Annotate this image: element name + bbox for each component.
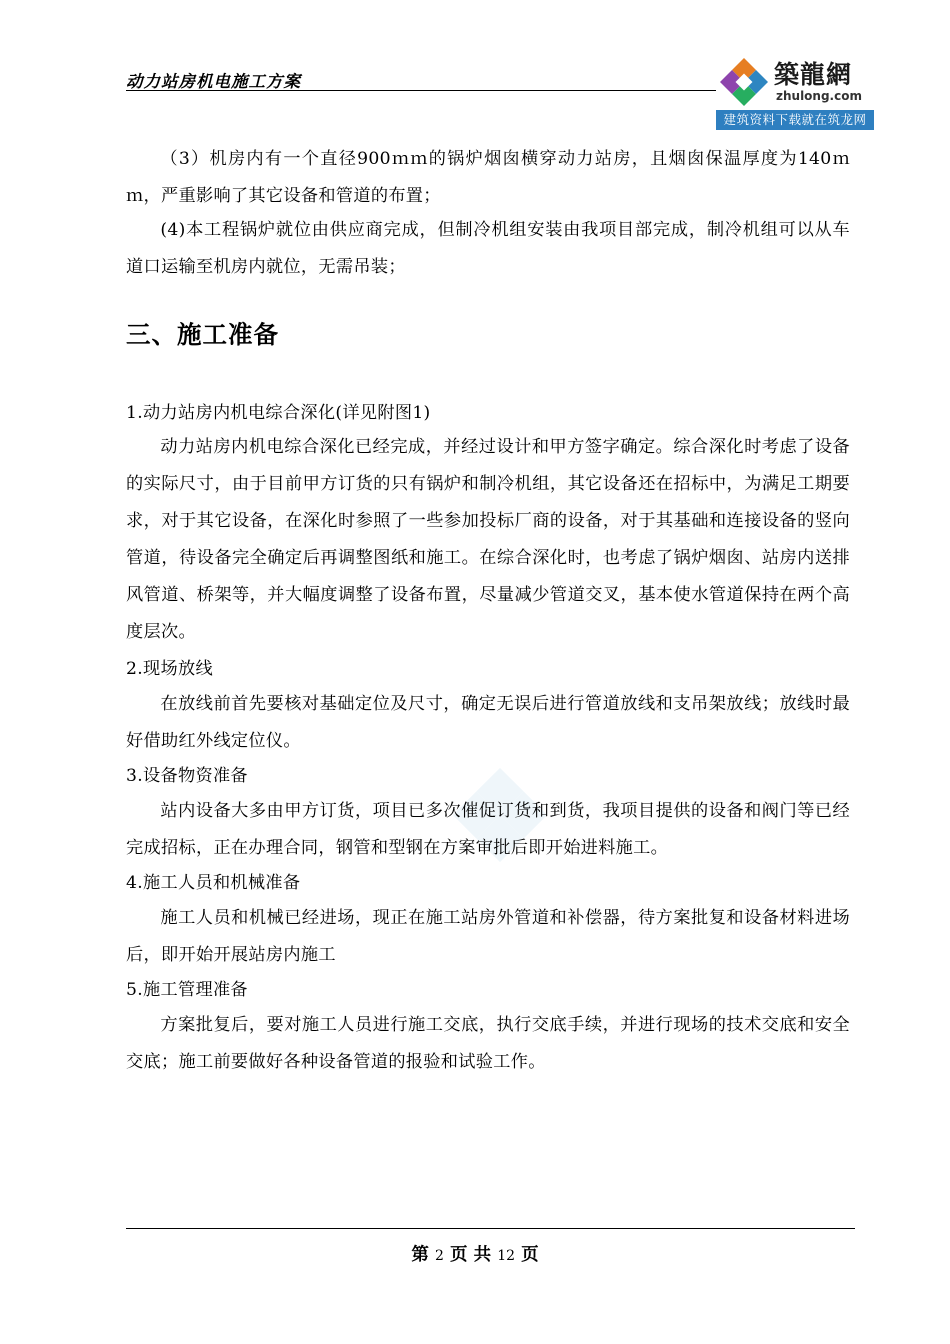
- item-5-body: 方案批复后，要对施工人员进行施工交底，执行交底手续，并进行现场的技术交底和安全交底；施工前要做好各种设备管道的报验和试验工作。: [126, 1015, 850, 1072]
- section-heading: 三、施工准备: [126, 320, 279, 349]
- item-2-title: 2.现场放线: [126, 659, 213, 679]
- logo-chinese-text: 築龍網: [774, 60, 853, 89]
- page-number: [0, 1241, 950, 1266]
- footer-divider: [126, 1228, 855, 1229]
- page-prefix: 第: [411, 1245, 429, 1265]
- page-total: 12: [497, 1248, 516, 1264]
- item-3-title: 3.设备物资准备: [126, 766, 248, 786]
- header-divider: [126, 90, 716, 91]
- document-header-title: 动力站房机电施工方案: [126, 72, 301, 91]
- logo-domain-text: zhulong.com: [776, 89, 862, 103]
- item-1-title: 1.动力站房内机电综合深化(详见附图1): [126, 403, 431, 423]
- paragraph-3: （3）机房内有一个直径900ｍｍ的锅炉烟囱横穿动力站房，且烟囱保温厚度为140ｍｍ，严重影响了其它设备和管道的布置；: [126, 149, 850, 206]
- item-4-title: 4.施工人员和机械准备: [126, 873, 301, 893]
- page-mid: 页 共: [450, 1245, 492, 1265]
- item-2-body: 在放线前首先要核对基础定位及尺寸，确定无误后进行管道放线和支吊架放线；放线时最好借助红外线定位仪。: [126, 694, 850, 751]
- zhulong-logo[interactable]: [716, 52, 874, 130]
- item-4-body: 施工人员和机械已经进场，现正在施工站房外管道和补偿器，待方案批复和设备材料进场后，即开始开展站房内施工: [126, 908, 850, 965]
- item-3-body: 站内设备大多由甲方订货，项目已多次催促订货和到货，我项目提供的设备和阀门等已经完成招标，正在办理合同，钢管和型钢在方案审批后即开始进料施工。: [126, 801, 850, 858]
- logo-mark-icon: [716, 54, 772, 110]
- item-1-body: 动力站房内机电综合深化已经完成，并经过设计和甲方签字确定。综合深化时考虑了设备的实际尺寸，由于目前甲方订货的只有锅炉和制冷机组，其它设备还在招标中，为满足工期要求，对于其它设备，在深化时参照了一些参加投标厂商的设备，对于其基础和连接设备的竖向管道，待设备完全确定后再调整图纸和施工。在综合深化时，也考虑了锅炉烟囱、站房内送排风管道、桥架等，并大幅度调整了设备布置，尽量减少管道交叉，基本使水管道保持在两个高度层次。: [126, 437, 850, 642]
- page-current: 2: [434, 1248, 444, 1264]
- page-suffix: 页: [521, 1245, 539, 1265]
- paragraph-4: (4)本工程锅炉就位由供应商完成，但制冷机组安装由我项目部完成，制冷机组可以从车道口运输至机房内就位，无需吊装；: [126, 220, 850, 277]
- item-5-title: 5.施工管理准备: [126, 980, 248, 1000]
- logo-banner: 建筑资料下载就在筑龙网: [716, 110, 874, 130]
